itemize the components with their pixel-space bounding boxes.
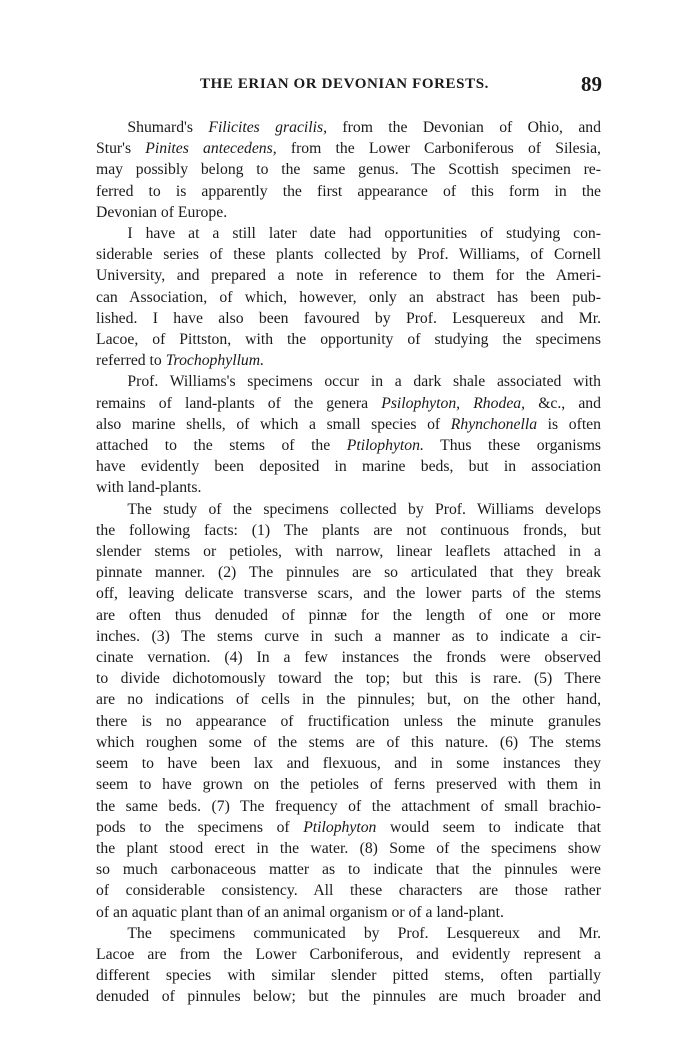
text-line xyxy=(96,456,601,477)
italic-term: Trochophyllum. xyxy=(165,352,265,370)
text-run: the plant stood erect in the water. (8) Some of the specimens show xyxy=(96,839,601,857)
text-line xyxy=(96,605,601,626)
text-line xyxy=(96,838,601,859)
text-run: attached to the stems of the xyxy=(96,437,347,455)
text-run: &c., and xyxy=(525,394,601,412)
text-line xyxy=(96,393,601,414)
paragraph xyxy=(96,117,601,223)
text-line xyxy=(96,986,601,1007)
text-line xyxy=(96,668,601,689)
page-header xyxy=(96,72,602,102)
text-run: Thus these organisms xyxy=(423,437,602,455)
text-line xyxy=(96,944,601,965)
paragraph xyxy=(96,223,601,371)
paragraph xyxy=(96,923,601,1008)
text-line xyxy=(96,138,601,159)
text-run: denuded of pinnules below; but the pinnules are much broader and xyxy=(96,988,601,1006)
text-run: are no indications of cells in the pinnules; but, on the other hand, xyxy=(96,691,601,709)
text-line xyxy=(96,223,601,244)
text-line xyxy=(96,965,601,986)
text-line xyxy=(96,265,601,286)
text-run: I have at a still later date had opportunities of studying con- xyxy=(127,225,601,243)
text-run: remains of land-plants of the genera xyxy=(96,394,382,412)
text-line xyxy=(96,753,601,774)
text-run: off, leaving delicate transverse scars, and the lower parts of the stems xyxy=(96,585,601,603)
text-run: lished. I have also been favoured by Prof. Lesquereux and Mr. xyxy=(96,309,601,327)
text-line xyxy=(96,202,601,223)
text-run: inches. (3) The stems curve in such a manner as to indicate a cir- xyxy=(96,627,601,645)
text-run: seem to have grown on the petioles of ferns preserved with them in xyxy=(96,776,601,794)
text-line xyxy=(96,541,601,562)
text-run: pods to the specimens of xyxy=(96,818,304,836)
text-line xyxy=(96,711,601,732)
text-run: can Association, of which, however, only an abstract has been pub- xyxy=(96,288,601,306)
text-run: which roughen some of the stems are of this nature. (6) The stems xyxy=(96,733,601,751)
text-run: different species with similar slender pitted stems, often partially xyxy=(96,967,601,985)
text-line xyxy=(96,350,601,371)
text-line xyxy=(96,859,601,880)
text-run: Shumard's xyxy=(127,119,209,136)
text-run: with land-plants. xyxy=(96,479,202,497)
text-line xyxy=(96,732,601,753)
page-number: 89 xyxy=(581,72,602,96)
text-line xyxy=(96,499,601,520)
text-line xyxy=(96,244,601,265)
text-run: the following facts: (1) The plants are not continuous fronds, but xyxy=(96,521,601,539)
text-line xyxy=(96,689,601,710)
text-line xyxy=(96,583,601,604)
text-run: Devonian of Europe. xyxy=(96,203,228,221)
text-run: may possibly belong to the same genus. The Scottish specimen re- xyxy=(96,161,601,179)
text-run: Stur's xyxy=(96,140,146,158)
text-line xyxy=(96,181,601,202)
text-line xyxy=(96,414,601,435)
text-line xyxy=(96,774,601,795)
italic-term: Ptilophyton. xyxy=(346,437,424,455)
italic-term: Ptilophyton xyxy=(303,818,377,836)
text-run: would seem to indicate that xyxy=(376,818,601,836)
text-run: is often xyxy=(537,415,601,433)
text-line xyxy=(96,880,601,901)
text-line xyxy=(96,923,601,944)
text-run: are often thus denuded of pinnæ for the length of one or more xyxy=(96,606,601,624)
text-line xyxy=(96,796,601,817)
text-run: of an aquatic plant than of an animal organism or of a land-plant. xyxy=(96,903,504,921)
text-run: of considerable consistency. All these characters are those rather xyxy=(96,882,601,900)
text-run: referred to xyxy=(96,352,166,370)
text-line xyxy=(96,287,601,308)
text-run: The study of the specimens collected by Prof. Williams develops xyxy=(127,500,601,518)
text-run: have evidently been deposited in marine beds, but in association xyxy=(96,458,601,476)
text-run: to divide dichotomously toward the top; but this is rare. (5) There xyxy=(96,670,601,688)
text-line xyxy=(96,477,601,498)
text-run: Lacoe are from the Lower Carboniferous, and evidently represent a xyxy=(96,945,601,963)
text-run: pinnate manner. (2) The pinnules are so articulated that they break xyxy=(96,564,601,582)
text-run: Lacoe, of Pittston, with the opportunity of studying the specimens xyxy=(96,331,601,349)
italic-term: Rhynchonella xyxy=(450,415,538,433)
text-line xyxy=(96,817,601,838)
italic-term: Psilophyton, Rhodea, xyxy=(381,394,526,412)
text-line xyxy=(96,159,601,180)
paragraph xyxy=(96,499,601,923)
text-line xyxy=(96,562,601,583)
running-head: THE ERIAN OR DEVONIAN FORESTS. xyxy=(200,76,489,92)
text-run: Prof. Williams's specimens occur in a dark shale associated with xyxy=(127,373,601,391)
text-run: The specimens communicated by Prof. Lesquereux and Mr. xyxy=(127,924,601,942)
text-run: cinate vernation. (4) In a few instances the fronds were observed xyxy=(96,649,601,667)
body-text xyxy=(96,117,601,1008)
text-line xyxy=(96,329,601,350)
text-run: so much carbonaceous matter as to indicate that the pinnules were xyxy=(96,861,601,879)
text-run: siderable series of these plants collected by Prof. Williams, of Cornell xyxy=(96,246,601,264)
italic-term: Pinites antecedens, xyxy=(145,140,277,158)
text-line xyxy=(96,902,601,923)
text-run: slender stems or petioles, with narrow, linear leaflets attached in a xyxy=(96,543,601,561)
text-line xyxy=(96,435,601,456)
text-run: University, and prepared a note in reference to them for the Ameri- xyxy=(96,267,601,285)
text-run: ferred to is apparently the first appearance of this form in the xyxy=(96,182,601,200)
text-line xyxy=(96,117,601,138)
text-run: there is no appearance of fructification unless the minute granules xyxy=(96,712,601,730)
text-line xyxy=(96,520,601,541)
text-run: from the Devonian of Ohio, and xyxy=(327,119,601,136)
text-line xyxy=(96,308,601,329)
italic-term: Filicites gracilis, xyxy=(208,119,328,136)
text-run: also marine shells, of which a small species of xyxy=(96,415,451,433)
text-run: seem to have been lax and flexuous, and in some instances they xyxy=(96,755,601,773)
text-line xyxy=(96,371,601,392)
text-run: the same beds. (7) The frequency of the attachment of small brachio- xyxy=(96,797,601,815)
paragraph xyxy=(96,371,601,498)
text-line xyxy=(96,626,601,647)
text-run: from the Lower Carboniferous of Silesia, xyxy=(276,140,601,158)
text-line xyxy=(96,647,601,668)
